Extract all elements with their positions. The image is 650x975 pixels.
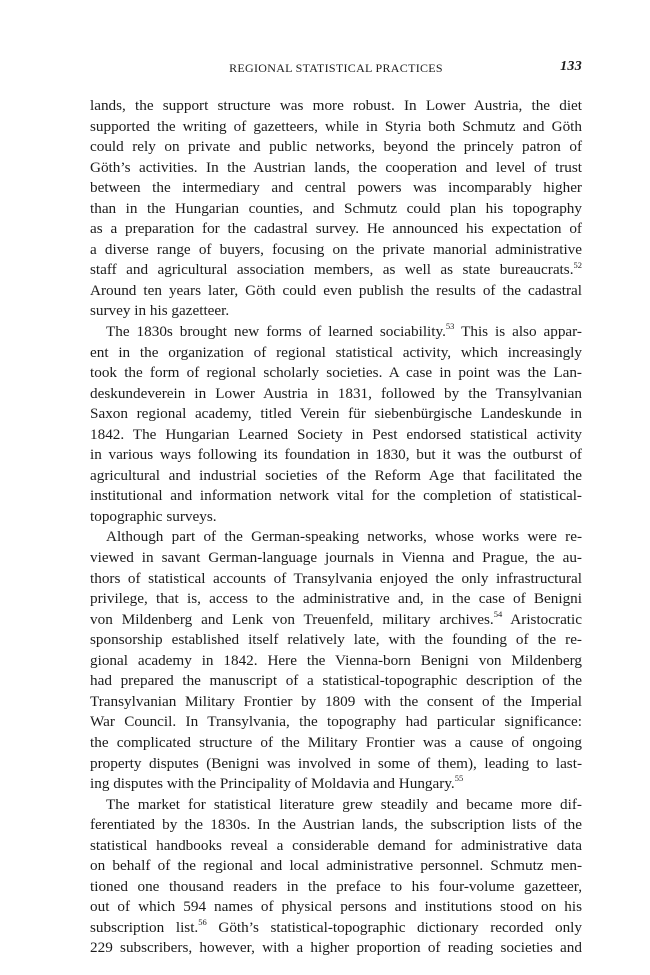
text-line xyxy=(90,918,582,939)
text-run: gional academy in 1842. Here the Vienna-born Benigni von Mildenberg xyxy=(90,651,582,669)
body-text xyxy=(90,96,582,959)
text-line xyxy=(90,671,582,692)
text-run: property disputes (Benigni was involved in some of them), leading to last- xyxy=(90,754,582,772)
text-run: sponsorship established itself relatively late, with the founding of the re- xyxy=(90,631,582,649)
text-line xyxy=(90,322,582,343)
text-line xyxy=(90,219,582,240)
text-line xyxy=(90,384,582,405)
text-run: Göth’s statistical-topographic dictionary recorded only xyxy=(206,918,582,936)
text-run: viewed in savant German-language journals in Vienna and Prague, the au- xyxy=(90,549,582,567)
footnote-marker[interactable]: 55 xyxy=(454,773,464,784)
text-run: could rely on private and public networks, beyond the princely patron of xyxy=(90,138,582,156)
text-line xyxy=(90,240,582,261)
text-line xyxy=(90,569,582,590)
text-run: as a preparation for the cadastral survey. He announced his expectation of xyxy=(90,220,582,238)
text-line xyxy=(90,938,582,959)
text-run: Göth’s activities. In the Austrian lands, the cooperation and level of trust xyxy=(90,158,582,176)
paragraph xyxy=(90,527,582,794)
text-run: War Council. In Transylvania, the topography had particular significance: xyxy=(90,713,582,731)
text-run: tioned one thousand readers in the preface to his four-volume gazetteer, xyxy=(90,877,582,895)
text-run: ing disputes with the Principality of Moldavia and Hungary. xyxy=(90,775,455,793)
text-line xyxy=(90,548,582,569)
text-line xyxy=(90,856,582,877)
text-line xyxy=(90,836,582,857)
text-run: on behalf of the regional and local administrative personnel. Schmutz men- xyxy=(90,857,582,875)
text-line xyxy=(90,404,582,425)
text-line xyxy=(90,692,582,713)
running-title: REGIONAL STATISTICAL PRACTICES xyxy=(229,61,443,75)
text-run: statistical handbooks reveal a considerable demand for administrative data xyxy=(90,836,582,854)
text-run: Saxon regional academy, titled Verein für siebenbürgische Landeskunde in xyxy=(90,405,582,423)
text-run: Aristocratic xyxy=(502,610,582,628)
text-run: out of which 594 names of physical persons and institutions stood on his xyxy=(90,898,582,916)
text-run: The market for statistical literature grew steadily and became more dif- xyxy=(106,795,582,813)
text-run: between the intermediary and central powers was incomparably higher xyxy=(90,179,582,197)
text-line xyxy=(90,795,582,816)
text-run: ferentiated by the 1830s. In the Austrian lands, the subscription lists of the xyxy=(90,816,582,834)
text-run: subscription list. xyxy=(90,918,199,936)
text-line xyxy=(90,301,582,322)
text-run: thors of statistical accounts of Transylvania enjoyed the only infrastructural xyxy=(90,569,582,587)
text-line xyxy=(90,260,582,281)
text-line xyxy=(90,897,582,918)
text-line xyxy=(90,158,582,179)
text-line xyxy=(90,733,582,754)
footnote-marker[interactable]: 52 xyxy=(573,259,582,270)
text-run: privilege, that is, access to the administrative and, in the case of Benigni xyxy=(90,590,582,608)
text-line xyxy=(90,281,582,302)
text-line xyxy=(90,712,582,733)
text-line xyxy=(90,630,582,651)
text-line xyxy=(90,877,582,898)
text-line xyxy=(90,425,582,446)
text-run: supported the writing of gazetteers, while in Styria both Schmutz and Göth xyxy=(90,117,582,135)
paragraph xyxy=(90,96,582,322)
footnote-marker[interactable]: 53 xyxy=(445,321,455,332)
text-run: deskundeverein in Lower Austria in 1831, followed by the Transylvanian xyxy=(90,384,582,402)
text-run: survey in his gazetteer. xyxy=(90,302,230,320)
text-run: ent in the organization of regional statistical activity, which increasingly xyxy=(90,343,582,361)
text-line xyxy=(90,466,582,487)
text-run: institutional and information network vital for the completion of statistical- xyxy=(90,487,582,505)
text-run: Although part of the German-speaking networks, whose works were re- xyxy=(106,528,582,546)
text-run: This is also appar- xyxy=(454,323,582,341)
text-line xyxy=(90,610,582,631)
text-run: staff and agricultural association members, as well as state bureaucrats. xyxy=(90,261,574,279)
text-run: the complicated structure of the Military Frontier was a cause of ongoing xyxy=(90,733,582,751)
text-line xyxy=(90,343,582,364)
text-run: topographic surveys. xyxy=(90,507,217,525)
text-run: took the form of regional scholarly societies. A case in point was the Lan- xyxy=(90,364,582,382)
text-line xyxy=(90,507,582,528)
text-run: had prepared the manuscript of a statistical-topographic description of the xyxy=(90,672,582,690)
text-line xyxy=(90,754,582,775)
text-line xyxy=(90,589,582,610)
text-line xyxy=(90,117,582,138)
text-run: a diverse range of buyers, focusing on the private manorial administrative xyxy=(90,240,582,258)
text-line xyxy=(90,137,582,158)
text-line xyxy=(90,774,582,795)
text-run: lands, the support structure was more robust. In Lower Austria, the diet xyxy=(90,97,582,114)
text-line xyxy=(90,486,582,507)
footnote-marker[interactable]: 56 xyxy=(198,917,207,928)
footnote-marker[interactable]: 54 xyxy=(493,609,503,620)
text-run: in various ways following its foundation in 1830, but it was the outburst of xyxy=(90,446,582,464)
paragraph xyxy=(90,322,582,527)
text-line xyxy=(90,96,582,117)
text-line xyxy=(90,651,582,672)
text-run: Transylvanian Military Frontier by 1809 with the consent of the Imperial xyxy=(90,692,582,710)
text-line xyxy=(90,445,582,466)
text-line xyxy=(90,199,582,220)
paragraph xyxy=(90,795,582,959)
text-run: The 1830s brought new forms of learned sociability. xyxy=(106,323,446,341)
text-line xyxy=(90,527,582,548)
text-line xyxy=(90,178,582,199)
text-line xyxy=(90,815,582,836)
running-head xyxy=(90,58,582,80)
page-number: 133 xyxy=(560,59,582,74)
text-run: 1842. The Hungarian Learned Society in Pest endorsed statistical activity xyxy=(90,425,582,443)
text-run: Around ten years later, Göth could even publish the results of the cadastral xyxy=(90,281,582,299)
text-run: 229 subscribers, however, with a higher proportion of reading societies and xyxy=(90,939,582,957)
text-run: than in the Hungarian counties, and Schmutz could plan his topography xyxy=(90,199,582,217)
text-run: von Mildenberg and Lenk von Treuenfeld, military archives. xyxy=(90,610,494,628)
text-line xyxy=(90,363,582,384)
text-run: agricultural and industrial societies of the Reform Age that facilitated the xyxy=(90,466,582,484)
